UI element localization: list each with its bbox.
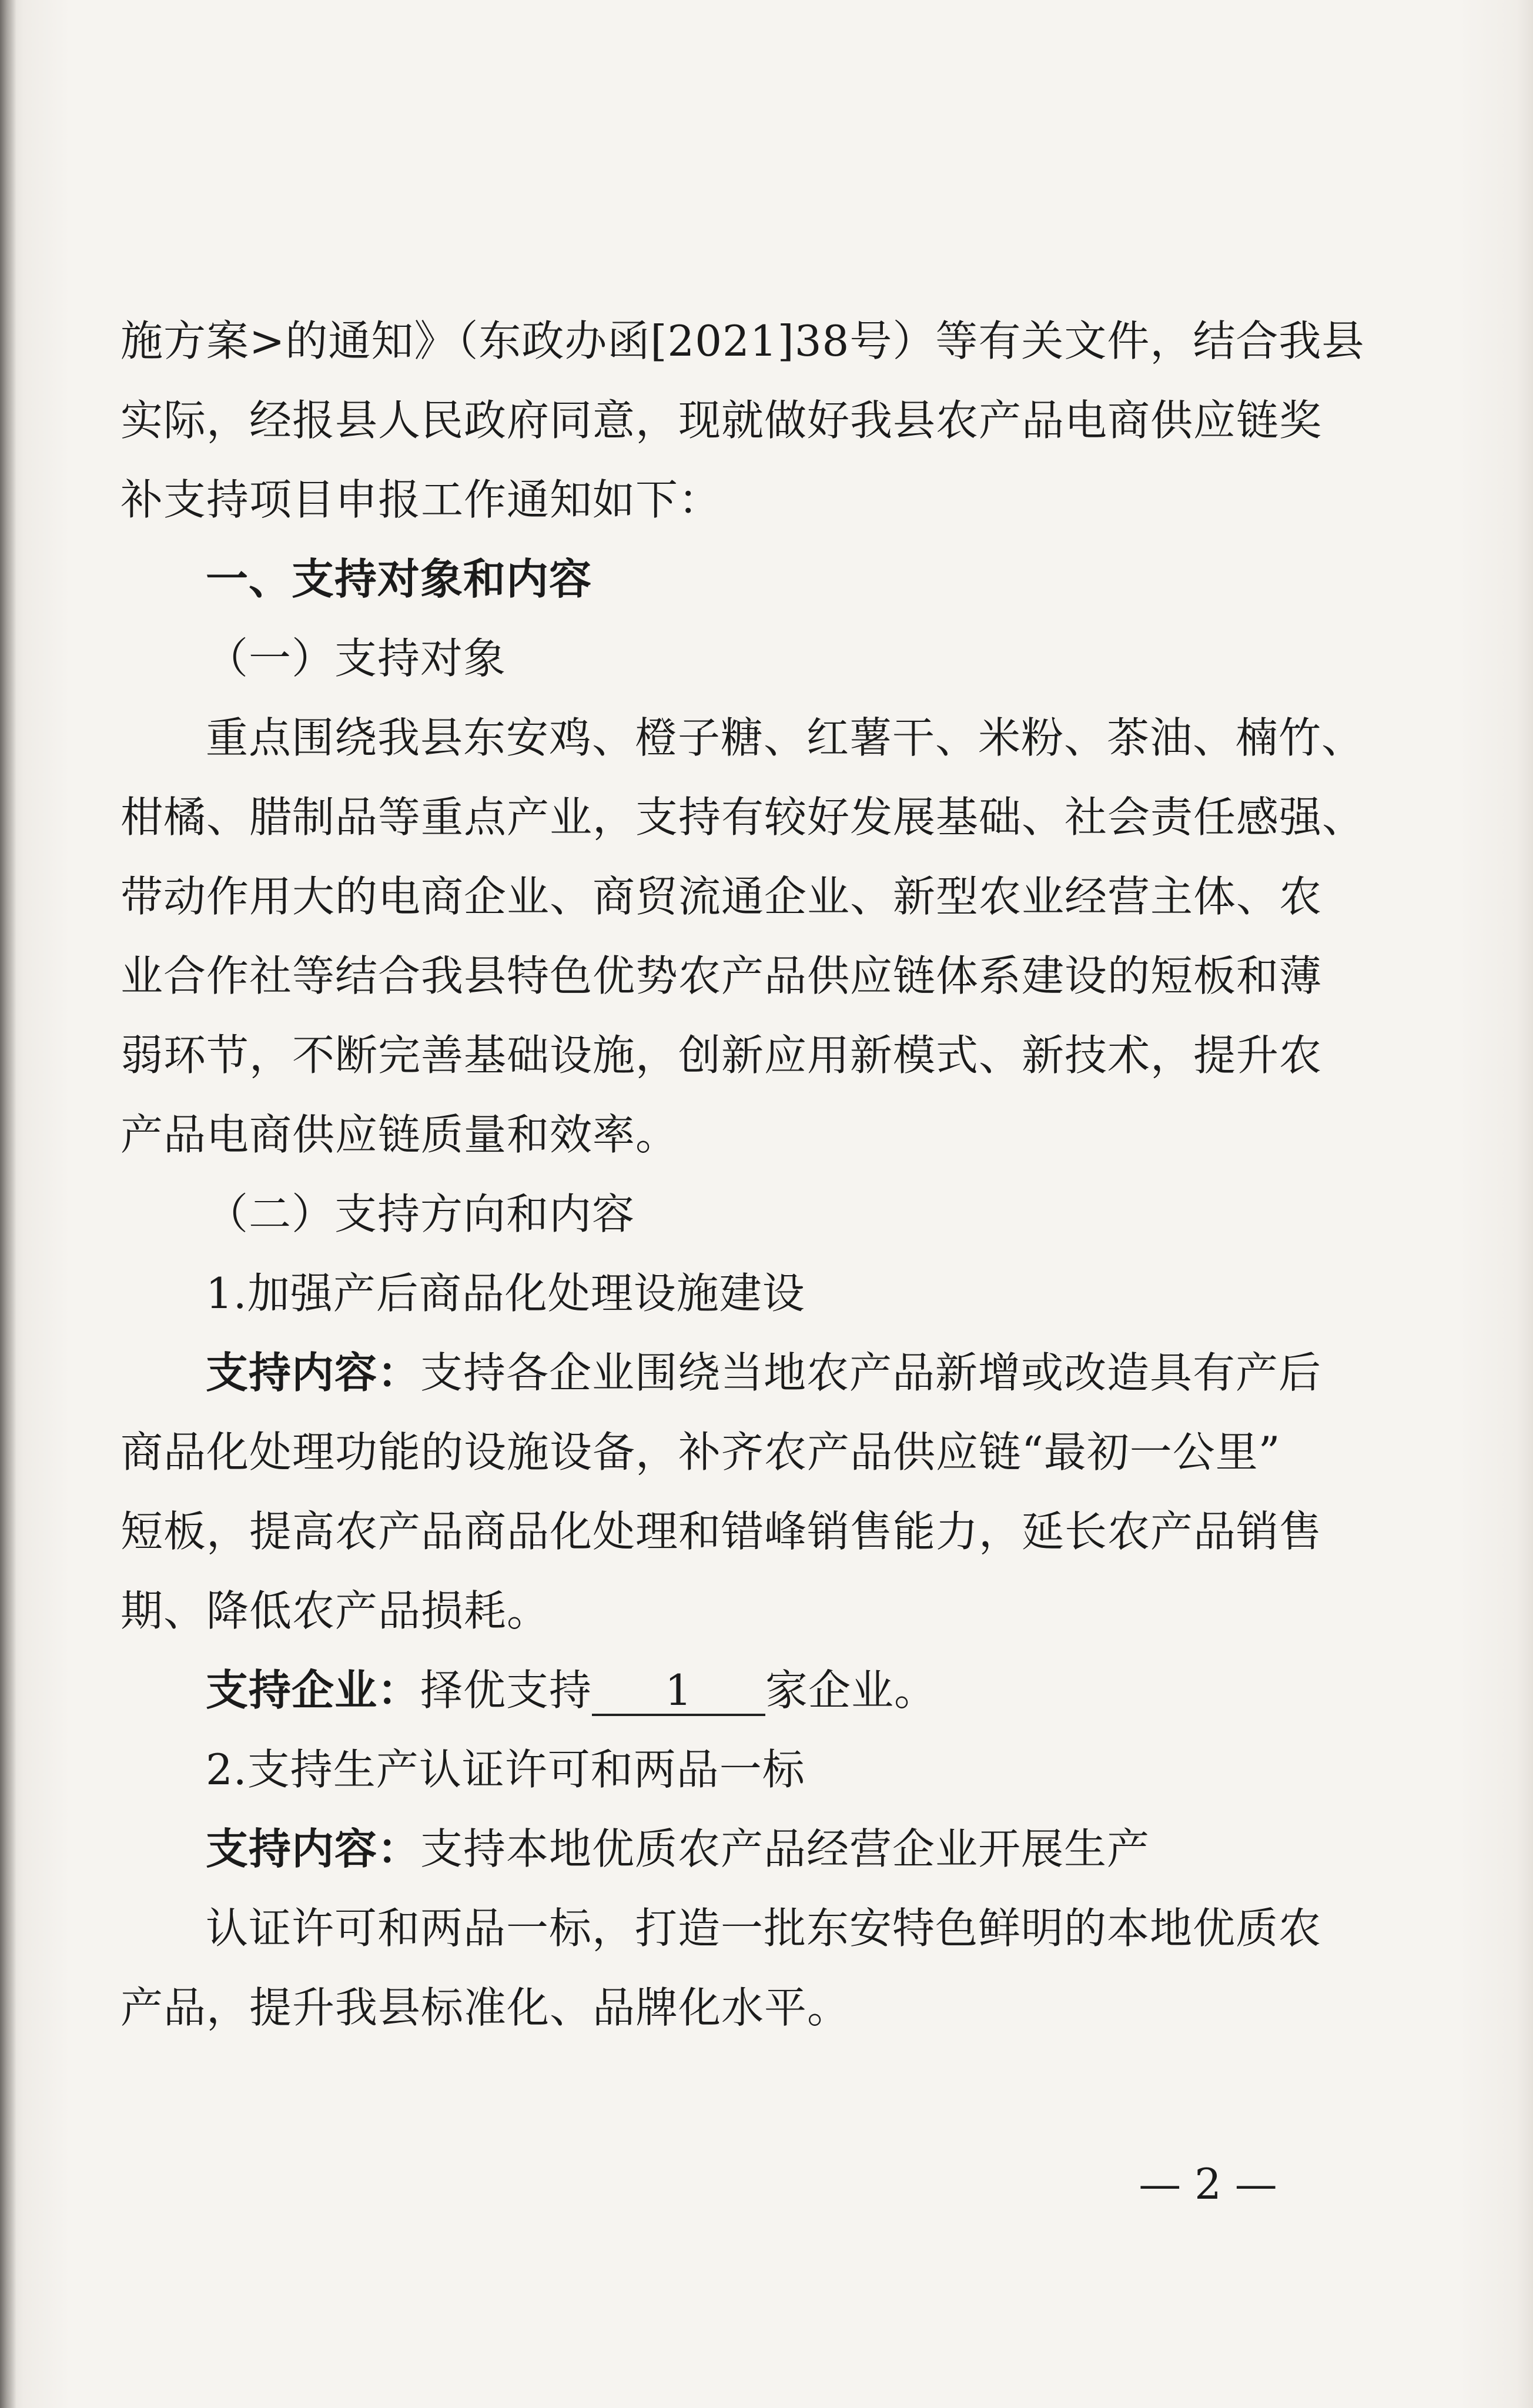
body-line: 弱环节，不断完善基础设施，创新应用新模式、新技术，提升农	[121, 1031, 1323, 1080]
item-heading: 2.支持生产认证许可和两品一标	[206, 1745, 805, 1794]
item-heading: 1.加强产后商品化处理设施建设	[206, 1269, 805, 1318]
enterprise-suffix: 家企业。	[765, 1665, 938, 1715]
binding-shadow	[0, 0, 16, 2408]
body-line: 认证许可和两品一标，打造一批东安特色鲜明的本地优质农	[206, 1904, 1322, 1953]
body-line: 实际，经报县人民政府同意，现就做好我县农产品电商供应链奖	[121, 396, 1323, 445]
enterprise-line	[206, 1655, 937, 1725]
content-text: 支持本地优质农产品经营企业开展生产	[420, 1824, 1150, 1874]
content-text: 支持各企业围绕当地农产品新增或改造具有产后	[420, 1348, 1322, 1397]
body-line: 重点围绕我县东安鸡、橙子糖、红薯干、米粉、茶油、楠竹、	[206, 713, 1365, 762]
content-label: 支持内容：	[206, 1348, 421, 1397]
body-line: 带动作用大的电商企业、商贸流通企业、新型农业经营主体、农	[121, 872, 1323, 921]
body-line: 施方案>的通知》（东政办函[2021]38号）等有关文件，结合我县	[121, 316, 1365, 366]
subsection-heading: （二）支持方向和内容	[206, 1189, 635, 1239]
content-line	[206, 1337, 1321, 1408]
section-heading: 一、支持对象和内容	[206, 554, 593, 604]
enterprise-prefix: 择优支持	[420, 1665, 593, 1715]
body-line: 短板，提高农产品商品化处理和错峰销售能力，延长农产品销售	[121, 1507, 1323, 1556]
body-line: 产品，提升我县标准化、品牌化水平。	[121, 1983, 851, 2032]
body-line: 商品化处理功能的设施设备，补齐农产品供应链“最初一公里”	[121, 1427, 1281, 1477]
content-line	[206, 1814, 1150, 1884]
body-line: 期、降低农产品损耗。	[121, 1586, 550, 1636]
enterprise-count-field: 1	[592, 1667, 765, 1716]
content-label: 支持内容：	[206, 1824, 421, 1874]
body-line: 产品电商供应链质量和效率。	[121, 1110, 679, 1159]
enterprise-label: 支持企业：	[206, 1665, 421, 1715]
body-line: 柑橘、腊制品等重点产业，支持有较好发展基础、社会责任感强、	[121, 792, 1365, 842]
page-number: — 2 —	[1139, 2159, 1277, 2209]
subsection-heading: （一）支持对象	[206, 634, 507, 683]
body-line: 业合作社等结合我县特色优势农产品供应链体系建设的短板和薄	[121, 951, 1323, 1001]
body-line: 补支持项目申报工作通知如下：	[121, 475, 722, 524]
